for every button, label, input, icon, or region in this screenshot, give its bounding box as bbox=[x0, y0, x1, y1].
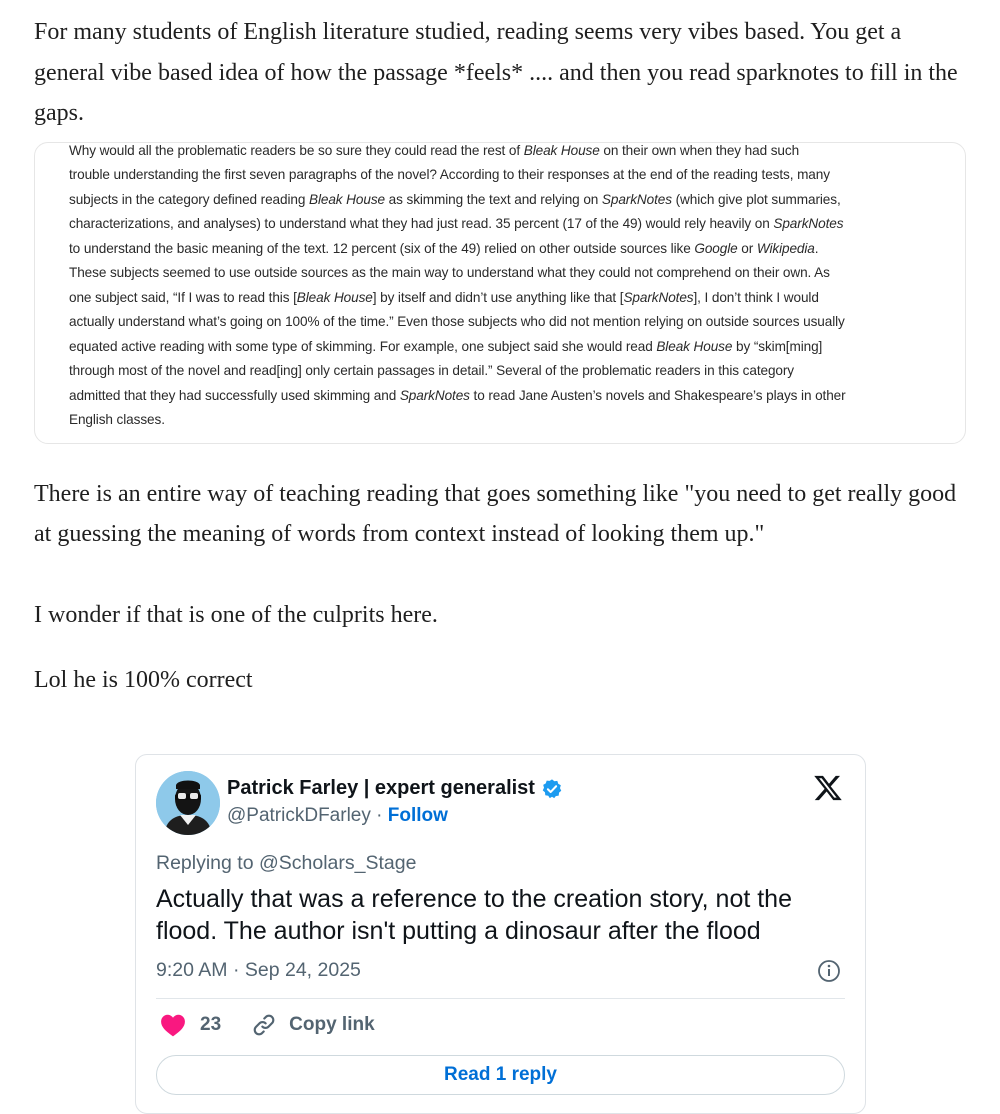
tweet-timestamp[interactable]: 9:20 AM · Sep 24, 2025 bbox=[156, 959, 361, 981]
quote-text-segment: (which give plot summaries, bbox=[671, 191, 841, 207]
quote-italic-title: Bleak House bbox=[296, 289, 373, 305]
quote-text-segment: or bbox=[737, 240, 757, 256]
replying-to-label[interactable]: Replying to @Scholars_Stage bbox=[156, 852, 417, 874]
info-icon[interactable] bbox=[817, 959, 841, 983]
quote-line bbox=[69, 408, 929, 433]
follow-button[interactable]: Follow bbox=[387, 805, 448, 826]
quote-text-segment: to read Jane Austen’s novels and Shakespeare’s plays in other bbox=[469, 387, 846, 403]
quote-italic-title: Wikipedia bbox=[756, 240, 815, 256]
verified-badge-icon bbox=[541, 778, 563, 800]
quote-italic-title: SparkNotes bbox=[399, 387, 470, 403]
quote-text-segment: to understand the basic meaning of the text. 12 percent (six of the 49) relied on other outside sources like bbox=[69, 240, 695, 256]
tweet-divider bbox=[156, 998, 845, 999]
quote-line bbox=[69, 163, 929, 188]
quote-text-segment: These subjects seemed to use outside sources as the main way to understand what they could not comprehend on their own. As bbox=[69, 265, 830, 280]
quote-line bbox=[69, 261, 929, 286]
link-icon[interactable] bbox=[251, 1012, 277, 1038]
quote-text-segment: . bbox=[814, 240, 819, 256]
quote-italic-title: Bleak House bbox=[309, 191, 385, 207]
copy-link-button[interactable]: Copy link bbox=[289, 1014, 375, 1035]
quote-line bbox=[69, 212, 929, 237]
quote-text-segment: through most of the novel and read[ing] only certain passages in detail.” Several of the problematic readers in this category bbox=[69, 363, 795, 378]
tweet-text: Actually that was a reference to the creation story, not the flood. The author isn't putting a dinosaur after the flood bbox=[156, 885, 792, 945]
tweet-handle[interactable]: @PatrickDFarley bbox=[227, 805, 371, 826]
tweet-author-name[interactable] bbox=[227, 777, 563, 800]
embedded-tweet[interactable] bbox=[135, 754, 866, 1114]
x-logo-icon[interactable] bbox=[813, 773, 843, 803]
quote-italic-title: SparkNotes bbox=[773, 216, 844, 231]
quote-text-segment: admitted that they had successfully used skimming and bbox=[69, 387, 400, 403]
author-name-text[interactable]: Patrick Farley | expert generalist bbox=[227, 777, 535, 799]
tweet-actions bbox=[160, 1012, 375, 1038]
quoted-excerpt-image bbox=[34, 142, 966, 444]
paragraph-lol: Lol he is 100% correct bbox=[34, 667, 253, 693]
quote-italic-title: SparkNotes bbox=[623, 289, 694, 305]
quote-text-segment: as skimming the text and relying on bbox=[384, 191, 602, 207]
quote-text-segment: actually understand what’s going on 100% of the time.” Even those subjects who did not mention relying on outside sources usually bbox=[69, 314, 845, 329]
quote-italic-title: Google bbox=[694, 240, 738, 256]
quote-text-segment: English classes. bbox=[69, 412, 165, 427]
quote-text-segment: one subject said, “If I was to read this [ bbox=[69, 289, 297, 305]
quote-italic-title: SparkNotes bbox=[601, 191, 672, 207]
quote-text-segment: subjects in the category defined reading bbox=[69, 191, 309, 207]
quote-text-segment: trouble understanding the first seven paragraphs of the novel? According to their responses at the end of the reading tests, many bbox=[69, 167, 830, 182]
quote-line bbox=[69, 310, 929, 335]
quote-italic-title: Bleak House bbox=[523, 142, 600, 158]
read-reply-button[interactable]: Read 1 reply bbox=[156, 1055, 845, 1095]
quote-text-segment: by “skim[ming] bbox=[732, 338, 823, 354]
quote-text-segment: ], I don’t think I would bbox=[693, 289, 819, 305]
heart-icon[interactable] bbox=[160, 1013, 186, 1037]
post-body bbox=[34, 12, 969, 701]
paragraph-teaching: There is an entire way of teaching reading that goes something like "you need to get really good at guessing the meaning of words from context instead of looking them up." bbox=[34, 480, 957, 547]
quote-text-segment: Why would all the problematic readers be so sure they could read the rest of bbox=[69, 142, 524, 158]
quote-line bbox=[69, 237, 929, 262]
quote-italic-title: Bleak House bbox=[656, 338, 733, 354]
quote-text-segment: equated active reading with some type of skimming. For example, one subject said she would read bbox=[69, 338, 657, 354]
like-count[interactable]: 23 bbox=[200, 1014, 222, 1035]
quote-text-segment: characterizations, and analyses) to understand what they had just read. 35 percent (17 of the 49) would rely heavily on bbox=[69, 216, 774, 231]
quote-line bbox=[69, 384, 929, 409]
paragraph-culprits: I wonder if that is one of the culprits here. bbox=[34, 601, 438, 628]
quote-line bbox=[69, 335, 929, 360]
quote-line bbox=[69, 139, 929, 164]
handle-separator: · bbox=[370, 805, 388, 826]
paragraph-intro: For many students of English literature studied, reading seems very vibes based. You get a general vibe based idea of how the passage *feels* .... and then you read sparknotes to fill in the gaps. bbox=[34, 19, 958, 126]
avatar[interactable] bbox=[156, 771, 220, 835]
quote-line bbox=[69, 359, 929, 384]
quoted-excerpt-text bbox=[69, 139, 929, 433]
quote-line bbox=[69, 188, 929, 213]
quote-text-segment: on their own when they had such bbox=[599, 142, 800, 158]
quote-text-segment: ] by itself and didn’t use anything like that [ bbox=[372, 289, 624, 305]
quote-line bbox=[69, 286, 929, 311]
tweet-handle-row bbox=[227, 805, 448, 827]
